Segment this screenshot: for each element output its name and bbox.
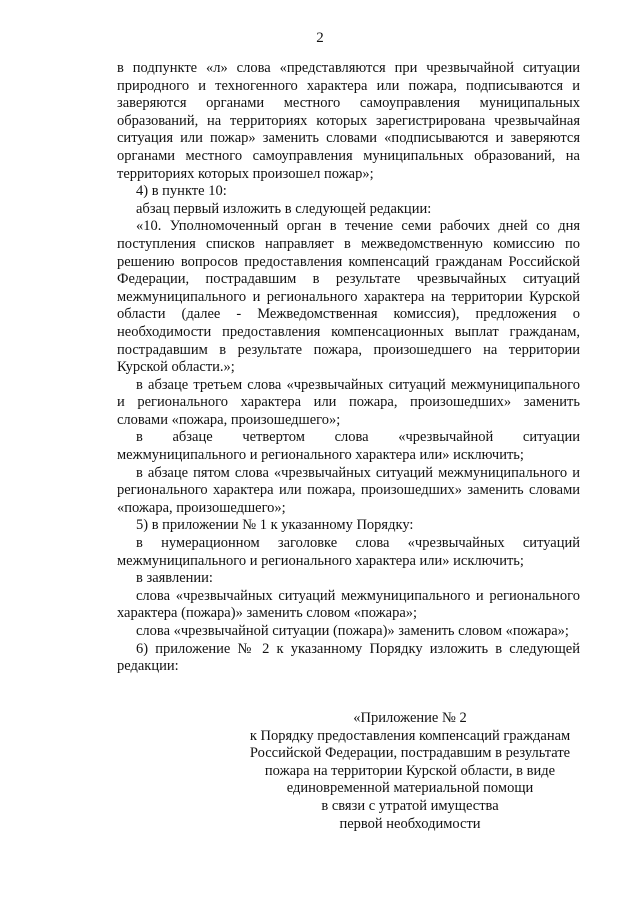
paragraph-item-4: 4) в пункте 10:: [136, 183, 227, 200]
appendix-line: первой необходимости: [339, 815, 481, 832]
page-number: 2: [316, 30, 324, 46]
document-body: [117, 60, 580, 676]
appendix-heading: [232, 710, 588, 833]
appendix-line: «Приложение № 2: [353, 710, 467, 726]
paragraph-numbering-heading: в нумерационном заголовке слова «чрезвычайных ситуаций межмуниципального и регионального характера или» исключить;: [117, 535, 580, 569]
paragraph-fourth-abzac: в абзаце четвертом слова «чрезвычайной ситуации межмуниципального и регионального характера или» исключить;: [117, 429, 580, 464]
paragraph-subpoint-l: в подпункте «л» слова «представляются при чрезвычайной ситуации природного и техногенного характера или пожара, подписываются и заверяются органами местного самоуправления муниципальных образований, на территориях которых зарегистрирована чрезвычайная ситуация или пожар» заменить словами «подписываются и заверяются органами местного самоуправления муниципальных образований, на территориях которых произошел пожар»;: [117, 60, 580, 182]
paragraph-point-10-text: «10. Уполномоченный орган в течение семи рабочих дней со дня поступления списков направляет в межведомственную комиссию по решению вопросов предоставления компенсаций гражданам Российской Федерации, пострадавшим в результате чрезвычайных ситуаций межмуниципального и регионального характера на территории Курской области (далее - Межведомственная комиссия), предложения о необходимости предоставления компенсационных выплат гражданам, пострадавшим в результате пожара, произошедшего на территории Курской области.»;: [117, 218, 580, 376]
appendix-line: единовременной материальной помощи: [286, 780, 534, 797]
paragraph-fifth-abzac: в абзаце пятом слова «чрезвычайных ситуаций межмуниципального и регионального характера или пожара, произошедших» заменить словами «пожара, произошедшего»;: [117, 464, 580, 516]
paragraph-first-abzac: абзац первый изложить в следующей редакции:: [136, 200, 432, 217]
appendix-line: в связи с утратой имущества: [321, 797, 499, 814]
paragraph-words-emergency: слова «чрезвычайной ситуации (пожара)» заменить словом «пожара»;: [136, 623, 569, 639]
paragraph-item-5: 5) в приложении № 1 к указанному Порядку:: [136, 517, 414, 534]
appendix-line: Российской Федерации, пострадавшим в результате: [249, 745, 571, 762]
paragraph-third-abzac: в абзаце третьем слова «чрезвычайных ситуаций межмуниципального и регионального характера или пожара, произошедших» заменить словами «пожара, произошедшего»;: [117, 376, 580, 428]
appendix-line: к Порядку предоставления компенсаций гражданам: [249, 727, 571, 744]
appendix-line: пожара на территории Курской области, в виде: [264, 762, 556, 779]
paragraph-in-application: в заявлении:: [136, 570, 213, 587]
paragraph-words-emergencies: слова «чрезвычайных ситуаций межмуниципального и регионального характера (пожара)» заменить словом «пожара»;: [117, 587, 580, 622]
paragraph-item-6: 6) приложение № 2 к указанному Порядку изложить в следующей редакции:: [117, 640, 580, 675]
